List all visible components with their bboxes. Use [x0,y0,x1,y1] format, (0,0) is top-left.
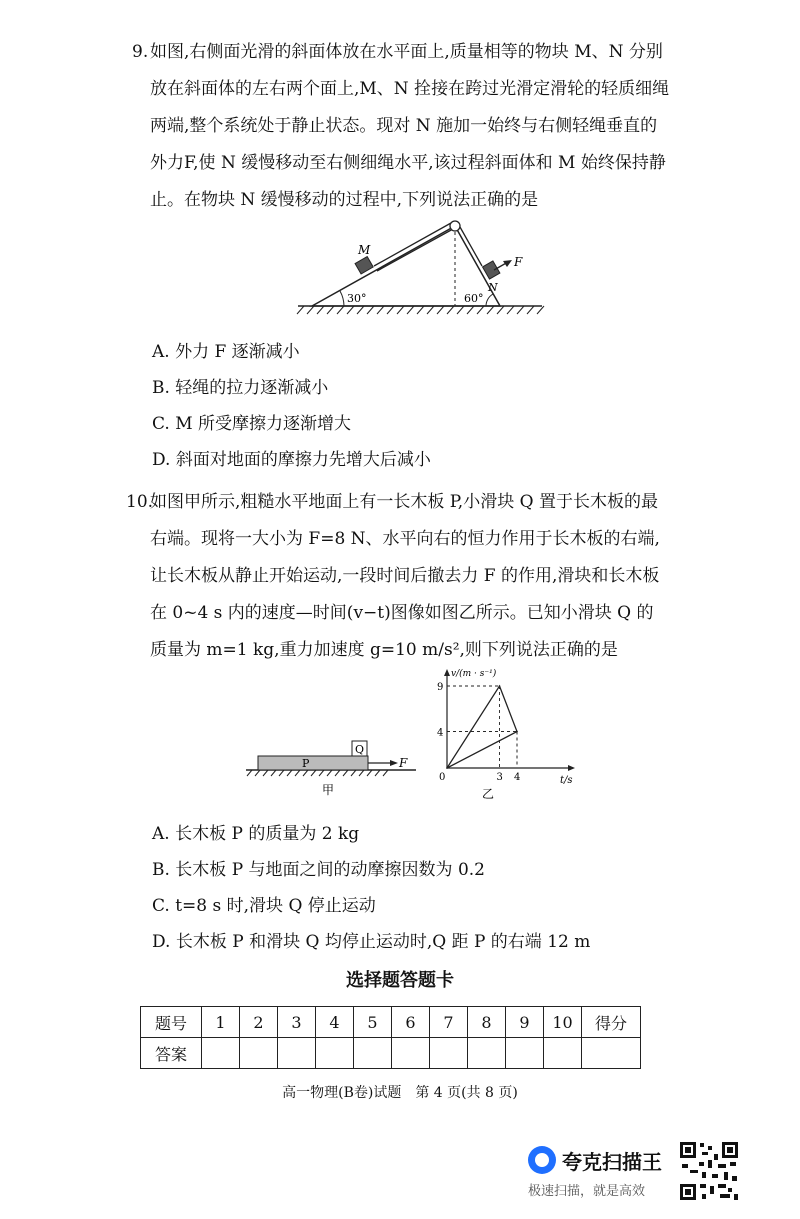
answer-cell[interactable] [240,1038,278,1069]
label-m: M [358,243,371,257]
y-tick-label: 4 [437,727,444,739]
answer-card-title: 选择题答题卡 [346,970,454,991]
question-number-cell: 9 [506,1007,544,1038]
rope-left-2 [377,229,453,271]
q9-option-d: D. 斜面对地面的摩擦力先增大后减小 [152,450,431,470]
ground-hatching [297,306,544,314]
incline-figure [290,218,550,322]
caption-jia: 甲 [322,783,335,797]
y-axis-arrow [444,669,450,676]
data-point [516,731,518,733]
scanner-brand-name: 夸克扫描王 [562,1150,662,1174]
label-f: F [514,255,523,269]
answer-card-number-row [141,1007,641,1038]
q9-option-b: B. 轻绳的拉力逐渐减小 [152,378,329,398]
q10-option-d: D. 长木板 P 和滑块 Q 均停止运动时,Q 距 P 的右端 12 m [152,932,591,952]
answer-card-answer-row [141,1038,641,1069]
y-axis-label: v/(m · s⁻¹) [451,669,497,679]
series-lines [446,685,518,769]
answer-cell[interactable] [202,1038,240,1069]
angle-arc-right [486,294,493,306]
label-n: N [488,281,498,294]
vt-chart-yi [420,662,590,802]
answer-cell[interactable] [430,1038,468,1069]
question-number-cell: 3 [278,1007,316,1038]
q9-option-a: A. 外力 F 逐渐减小 [152,342,300,362]
question-number-cell: 10 [544,1007,582,1038]
question-number-cell: 7 [430,1007,468,1038]
x-axis-arrow [568,765,575,771]
scanner-watermark [528,1142,673,1202]
qr-code-icon [678,1140,740,1202]
x-tick-label: 3 [496,772,503,783]
question-9-number: 9. [132,42,149,62]
label-f: F [399,756,408,770]
block-n [483,261,500,279]
question-9-text: 如图,右侧面光滑的斜面体放在水平面上,质量相等的物块 M、N 分别放在斜面体的左右两个面上,M、N 拴接在跨过光滑定滑轮的轻质细绳两端,整个系统处于静止状态。现对 N 施加一始终与右侧轻绳垂直的外力F,使 N 缓慢移动至右侧细绳水平,该过程斜面体和 M 始终保持静止。在物块 N 缓慢移动的过程中,下列说法正确的是 [150,42,670,210]
force-arrowhead [390,760,398,766]
x-axis-label: t/s [560,775,573,786]
caption-yi: 乙 [482,787,495,801]
row-label-answer: 答案 [141,1038,202,1069]
answer-cell[interactable] [468,1038,506,1069]
label-q: Q [355,743,365,756]
pulley [450,221,460,231]
score-cell[interactable] [582,1038,641,1069]
data-point [499,685,501,687]
angle-arc-left [340,291,344,306]
angle-label-right: 60° [464,292,484,305]
question-10-number: 10. [126,492,154,512]
origin-label: 0 [439,772,446,783]
rope-right [460,227,482,266]
question-number-cell: 4 [316,1007,354,1038]
scanner-logo-icon [528,1146,556,1174]
q10-option-b: B. 长木板 P 与地面之间的动摩擦因数为 0.2 [152,860,485,880]
page-footer: 高一物理(B卷)试题 第 4 页(共 8 页) [282,1085,518,1101]
ground-hatching [247,770,388,776]
board-figure-jia [240,734,420,800]
q10-option-c: C. t=8 s 时,滑块 Q 停止运动 [152,896,376,916]
question-10 [126,484,670,669]
block-m [355,257,373,274]
rope-left [374,223,451,266]
question-number-cell: 5 [354,1007,392,1038]
question-10-text: 如图甲所示,粗糙水平地面上有一长木板 P,小滑块 Q 置于长木板的最右端。现将一大小为 F=8 N、水平向右的恒力作用于长木板的右端,让长木板从静止开始运动,一段时间后撤去力 F 的作用,滑块和长木板在 0~4 s 内的速度—时间(v−t)图像如图乙所示。已知小滑块 Q 的质量为 m=1 kg,重力加速度 g=10 m/s²,则下列说法正确的是 [150,492,660,660]
answer-cell[interactable] [544,1038,582,1069]
series-line-2 [447,732,517,768]
data-point [446,767,448,769]
answer-cell[interactable] [316,1038,354,1069]
question-number-cell: 8 [468,1007,506,1038]
y-tick-label: 9 [437,682,444,693]
board-p [258,756,368,770]
q10-option-a: A. 长木板 P 的质量为 2 kg [152,824,360,844]
answer-card-table [140,1006,641,1069]
label-p: P [302,757,310,770]
question-number-cell: 1 [202,1007,240,1038]
q9-option-c: C. M 所受摩擦力逐渐增大 [152,414,352,434]
question-number-cell: 6 [392,1007,430,1038]
x-tick-label: 4 [514,772,521,783]
guide-lines [447,686,517,768]
answer-cell[interactable] [354,1038,392,1069]
question-number-cell: 2 [240,1007,278,1038]
scanner-slogan: 极速扫描，就是高效 [528,1184,646,1199]
score-label-cell: 得分 [582,1007,641,1038]
answer-cell[interactable] [506,1038,544,1069]
answer-cell[interactable] [392,1038,430,1069]
question-9 [132,34,670,219]
row-label-number: 题号 [141,1007,202,1038]
series-line-1 [447,686,517,768]
answer-cell[interactable] [278,1038,316,1069]
angle-label-left: 30° [347,292,367,305]
